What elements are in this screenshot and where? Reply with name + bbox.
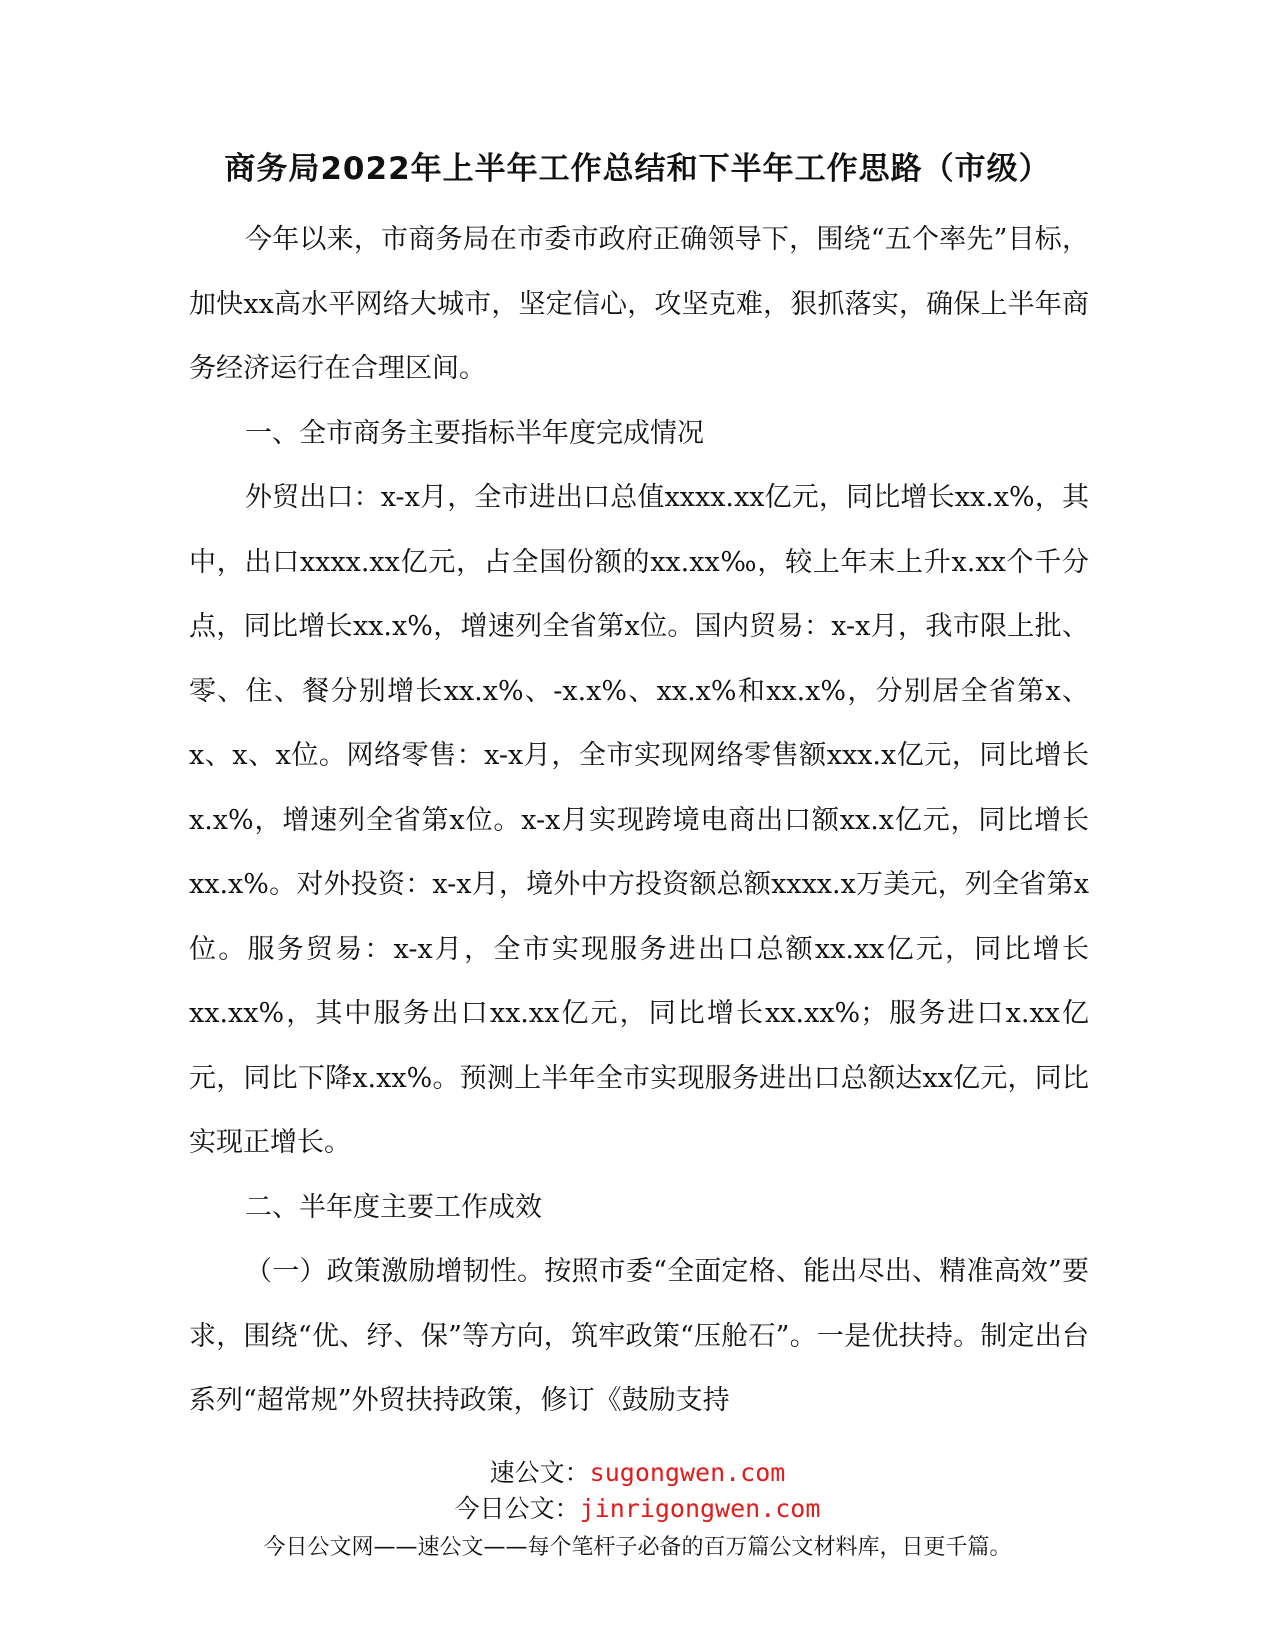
footer-line-jinrigongwen	[0, 1491, 1275, 1527]
footer-line-sugongwen	[0, 1455, 1275, 1491]
section-heading-2: 二、半年度主要工作成效	[245, 1191, 542, 1223]
paragraph-indicators: 外贸出口：x-x月，全市进出口总值xxxx.xx亿元，同比增长xx.x%，其中，出口xxxx.xx亿元，占全国份额的xx.xx‰，较上年末上升x.xx个千分点，同比增长xx.x%，增速列全省第x位。国内贸易：x-x月，我市限上批、零、住、餐分别增长xx.x%、-x.x%、xx.x%和xx.x%，分别居全省第x、x、x、x位。网络零售：x-x月，全市实现网络零售额xxx.x亿元，同比增长x.x%，增速列全省第x位。x-x月实现跨境电商出口额xx.x亿元，同比增长xx.x%。对外投资：x-x月，境外中方投资额总额xxxx.x万美元，列全省第x位。服务贸易：x-x月，全市实现服务进出口总额xx.xx亿元，同比增长xx.xx%，其中服务出口xx.xx亿元，同比增长xx.xx%；服务进口x.xx亿元，同比下降x.xx%。预测上半年全市实现服务进出口总额达xx亿元，同比实现正增长。	[189, 482, 1089, 1158]
watermark-footer	[0, 1455, 1275, 1567]
footer-label-jinrigongwen: 今日公文：	[454, 1494, 580, 1523]
footer-label-sugongwen: 速公文：	[489, 1458, 590, 1487]
paragraph-policy: （一）政策激励增韧性。按照市委“全面定格、能出尽出、精准高效”要求，围绕“优、纾、保”等方向，筑牢政策“压舱石”。一是优扶持。制定出台系列“超常规”外贸扶持政策，修订《鼓励支持	[189, 1256, 1089, 1416]
footer-link-jinrigongwen[interactable]: jinrigongwen.com	[579, 1494, 821, 1523]
document-body	[189, 208, 1089, 1434]
footer-link-sugongwen[interactable]: sugongwen.com	[589, 1458, 786, 1487]
document-title: 商务局2022年上半年工作总结和下半年工作思路（市级）	[224, 151, 1051, 187]
footer-slogan: 今日公文网——速公文——每个笔杆子必备的百万篇公文材料库，日更千篇。	[263, 1535, 1012, 1560]
paragraph-intro: 今年以来，市商务局在市委市政府正确领导下，围绕“五个率先”目标，加快xx高水平网络大城市，坚定信心，攻坚克难，狠抓落实，确保上半年商务经济运行在合理区间。	[189, 224, 1089, 384]
section-heading-1: 一、全市商务主要指标半年度完成情况	[245, 417, 704, 449]
